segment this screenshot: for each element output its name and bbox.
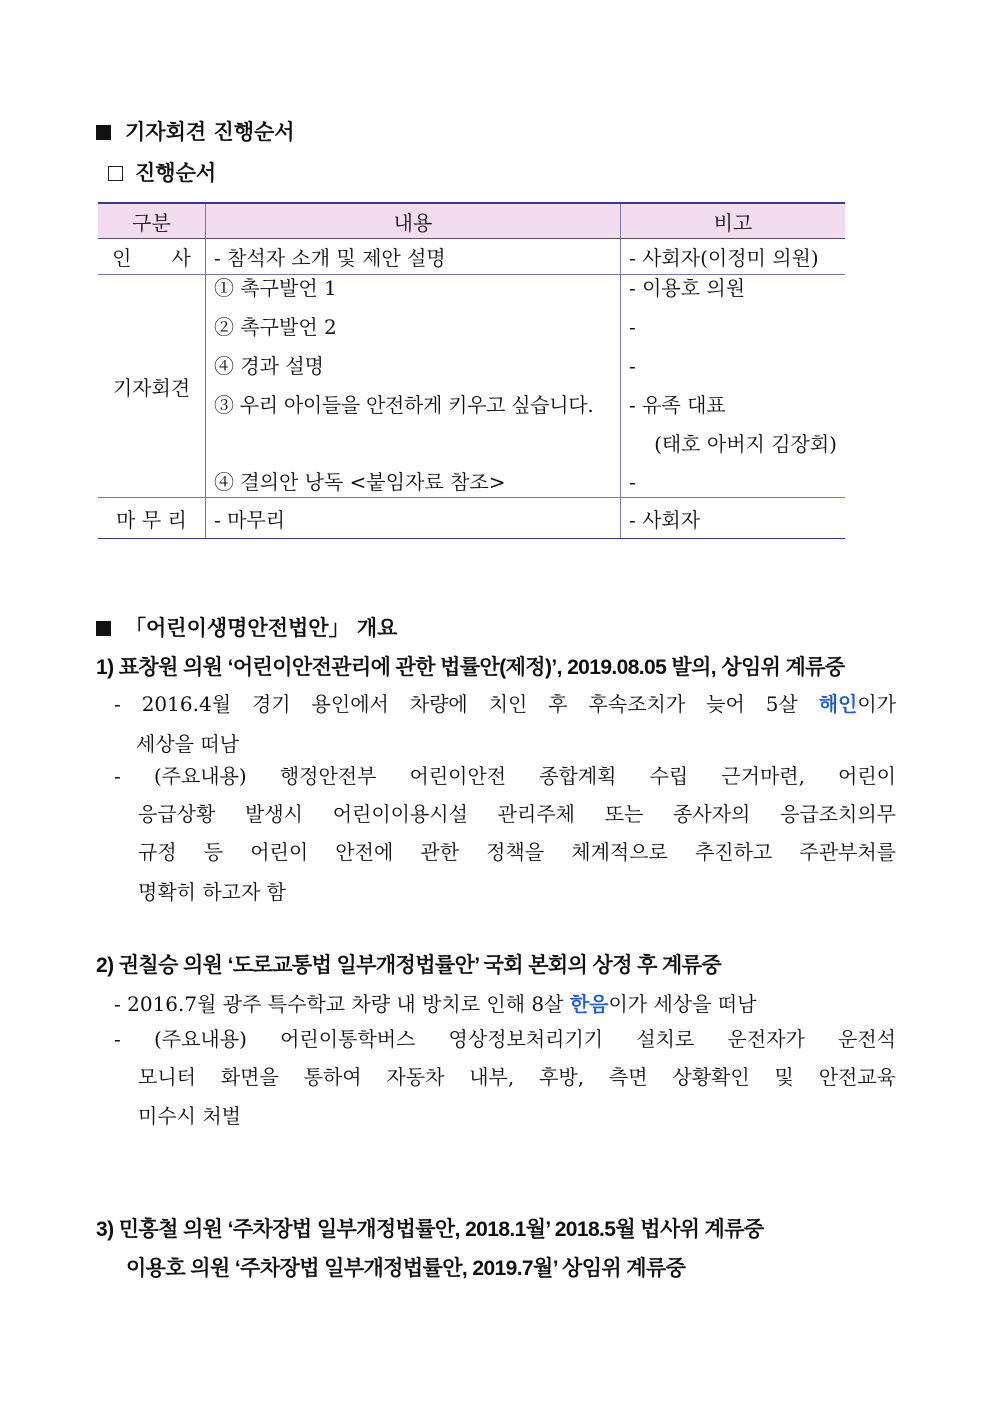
item2-bullet2-line1: - (주요내용) 어린이통학버스 영상정보처리기기 설치로 운전자가 운전석: [114, 1027, 896, 1051]
table-row: [98, 239, 845, 275]
table-row: [98, 498, 845, 539]
item3-line2: 이용호 의원 ‘주차장법 일부개정법률안, 2019.7월’ 상임위 계류중: [126, 1257, 686, 1280]
black-square-icon: [96, 125, 111, 140]
section-heading-press-conference: [96, 116, 295, 146]
subsection-heading-order: [108, 157, 216, 187]
item1-bullet1: [114, 686, 896, 724]
highlight-name: 해인: [818, 692, 858, 716]
content-line: ① 촉구발언 1: [214, 276, 337, 300]
row-category: 기자회견: [98, 275, 206, 498]
row-content: [206, 275, 621, 498]
item2-bullet1: [114, 988, 756, 1017]
row-category: 마 무 리: [98, 498, 206, 539]
item1-bullet2-line3: 규정 등 어린이 안전에 관한 정책을 체계적으로 추진하고 주관부처를: [138, 840, 896, 864]
bullet-text: 이가 세상을 떠남: [608, 992, 757, 1016]
row-note: - 사회자: [621, 498, 846, 539]
content-line: ④ 경과 설명: [214, 354, 324, 378]
bullet-text: 이가: [857, 692, 896, 716]
content-line: ④ 결의안 낭독 <붙임자료 참조>: [214, 470, 506, 494]
content-line: [214, 425, 612, 464]
note-line: (태호 아버지 김장회): [654, 432, 837, 456]
item2-bullet2-line3: 미수시 처벌: [138, 1104, 241, 1128]
program-table: [98, 202, 845, 539]
item1-bullet2-line4: 명확히 하고자 함: [138, 880, 286, 904]
note-line: - 이용호 의원: [629, 276, 746, 300]
section-title: 기자회견 진행순서: [125, 119, 295, 144]
black-square-icon: [96, 621, 111, 636]
row-note: [621, 275, 846, 498]
table-row: [98, 275, 845, 498]
note-line: -: [629, 315, 636, 339]
header-category: 구분: [98, 203, 206, 239]
row-content: - 마무리: [206, 498, 621, 539]
table-header-row: [98, 203, 845, 239]
note-line: - 유족 대표: [629, 393, 726, 417]
section-heading-overview: [96, 612, 397, 642]
bullet-text: - 2016.4월 경기 용인에서 차량에 치인 후 후속조치가 늦어 5살: [114, 692, 819, 716]
subsection-title: 진행순서: [135, 160, 217, 185]
item2-bullet2-line2: 모니터 화면을 통하여 자동차 내부, 후방, 측면 상황확인 및 안전교육: [138, 1065, 896, 1089]
note-line: -: [629, 470, 636, 494]
content-line: ③ 우리 아이들을 안전하게 키우고 싶습니다.: [214, 393, 594, 417]
item1-bullet1-line2: 세상을 떠남: [136, 732, 239, 756]
item1-bullet2-line2: 응급상황 발생시 어린이이용시설 관리주체 또는 종사자의 응급조치의무: [138, 802, 896, 826]
content-line: ② 촉구발언 2: [214, 315, 337, 339]
header-content: 내용: [206, 203, 621, 239]
item3-line1: 3) 민홍철 의원 ‘주차장법 일부개정법률안, 2018.1월’ 2018.5월 법사위 계류중: [96, 1218, 764, 1241]
item2-heading: 2) 권칠승 의원 ‘도로교통법 일부개정법률안’ 국회 본회의 상정 후 계류중: [96, 954, 722, 977]
bullet-text: - 2016.7월 광주 특수학교 차량 내 방치로 인해 8살: [114, 992, 570, 1016]
header-note: 비고: [621, 203, 846, 239]
item1-heading: 1) 표창원 의원 ‘어린이안전관리에 관한 법률안(제정)’, 2019.08.05 발의, 상임위 계류중: [96, 656, 845, 679]
row-content: - 참석자 소개 및 제안 설명: [206, 239, 621, 275]
item1-bullet2-line1: - (주요내용) 행정안전부 어린이안전 종합계획 수립 근거마련, 어린이: [114, 764, 896, 788]
section-title: 「어린이생명안전법안」 개요: [125, 615, 398, 640]
checkbox-square-icon: [108, 166, 123, 181]
category-label: 인 사: [112, 246, 191, 270]
highlight-name: 한음: [569, 992, 609, 1016]
note-line: -: [629, 354, 636, 378]
row-category: [98, 239, 206, 275]
row-note: - 사회자(이정미 의원): [621, 239, 846, 275]
